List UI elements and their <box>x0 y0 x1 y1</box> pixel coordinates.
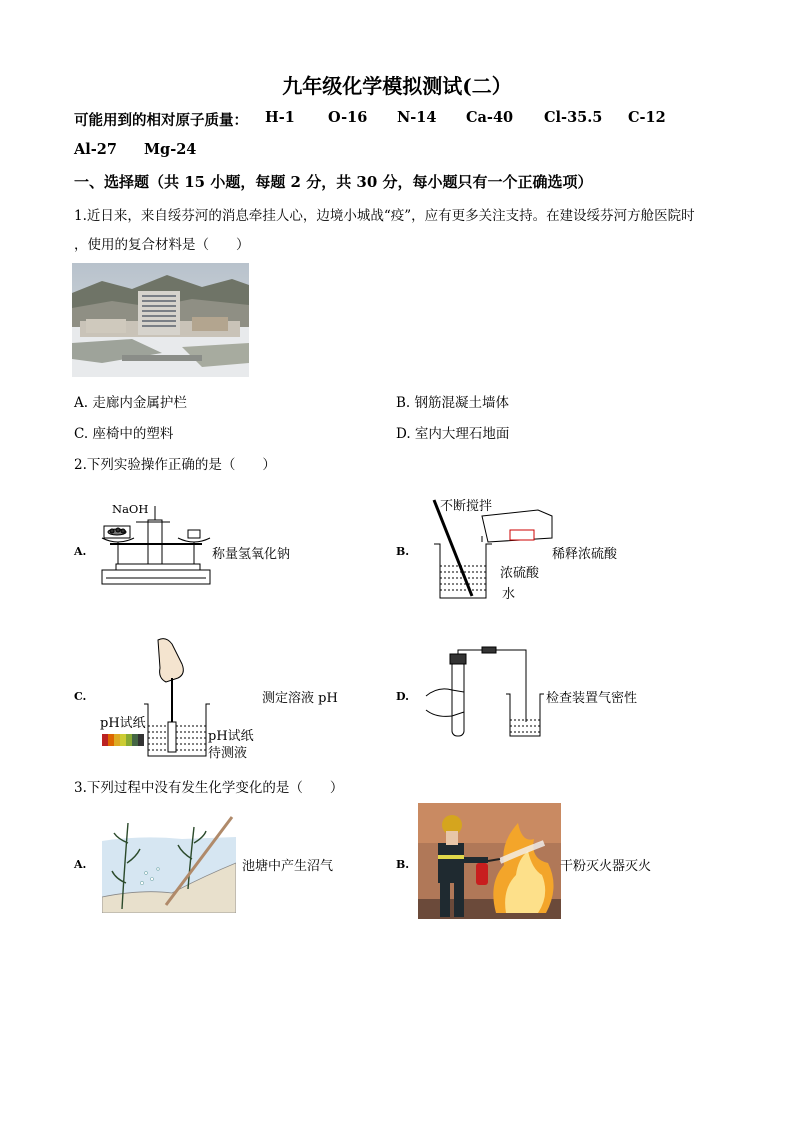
q1-option-d[interactable]: D. 室内大理石地面 <box>396 426 510 442</box>
q2-option-d-caption: 检查装置气密性 <box>546 691 638 706</box>
q2-option-a-letter[interactable]: A. <box>74 545 87 558</box>
q2-option-d-letter[interactable]: D. <box>396 690 409 703</box>
ph-paper-label-2: pH试纸 <box>208 729 254 744</box>
stir-label: 不断搅拌 <box>440 499 493 514</box>
hospital-photo <box>72 263 249 377</box>
question-2-stem: 2.下列实验操作正确的是（ ） <box>74 457 276 473</box>
q2-option-a-caption: 称量氢氧化钠 <box>212 547 291 562</box>
atomic-mass-item: O-16 <box>328 109 368 126</box>
q3-option-b-caption: 干粉灭火器灭火 <box>560 859 652 874</box>
page-title: 九年级化学模拟测试(二） <box>282 74 512 98</box>
airtightness-diagram <box>422 646 548 742</box>
atomic-mass-item: H-1 <box>265 109 295 126</box>
atomic-mass-item: Ca-40 <box>466 109 514 126</box>
solution-label: 待测液 <box>208 746 248 761</box>
q3-option-a-caption: 池塘中产生沼气 <box>242 859 334 874</box>
atomic-mass-item: Al-27 <box>74 141 117 158</box>
q2-option-c-caption: 测定溶液 pH <box>262 691 338 706</box>
q1-option-b[interactable]: B. 钢筋混凝土墙体 <box>396 395 510 411</box>
q3-option-a-letter[interactable]: A. <box>74 858 87 871</box>
q1-option-c[interactable]: C. 座椅中的塑料 <box>74 426 174 442</box>
atomic-mass-item: N-14 <box>397 109 437 126</box>
q2-option-b-letter[interactable]: B. <box>396 545 410 558</box>
atomic-mass-item: Cl-35.5 <box>544 109 603 126</box>
naoh-label: NaOH <box>112 502 149 516</box>
atomic-mass-label: 可能用到的相对原子质量： <box>74 112 248 129</box>
fire-extinguisher-photo <box>418 803 561 919</box>
question-3-stem: 3.下列过程中没有发生化学变化的是（ ） <box>74 780 344 796</box>
pond-diagram <box>102 813 236 913</box>
section-heading: 一、选择题（共 15 小题，每题 2 分，共 30 分，每小题只有一个正确选项） <box>74 173 593 191</box>
question-1-line2: ，使用的复合材料是（ ） <box>74 237 250 253</box>
atomic-mass-item: C-12 <box>628 109 666 126</box>
q2-option-b-caption: 稀释浓硫酸 <box>552 547 618 562</box>
acid-label: 浓硫酸 <box>500 566 540 581</box>
atomic-mass-item: Mg-24 <box>144 141 197 158</box>
water-label: 水 <box>502 587 516 602</box>
q2-option-c-letter[interactable]: C. <box>74 690 87 703</box>
atomic-mass-line <box>74 109 774 169</box>
ph-paper-label: pH试纸 <box>100 716 146 731</box>
q1-option-a[interactable]: A. 走廊内金属护栏 <box>74 395 187 411</box>
question-1-line1: 1.近日来，来自绥芬河的消息牵挂人心，边境小城战“疫”，应有更多关注支持。在建设绥芬河方舱医院时 <box>74 208 695 224</box>
q3-option-b-letter[interactable]: B. <box>396 858 410 871</box>
